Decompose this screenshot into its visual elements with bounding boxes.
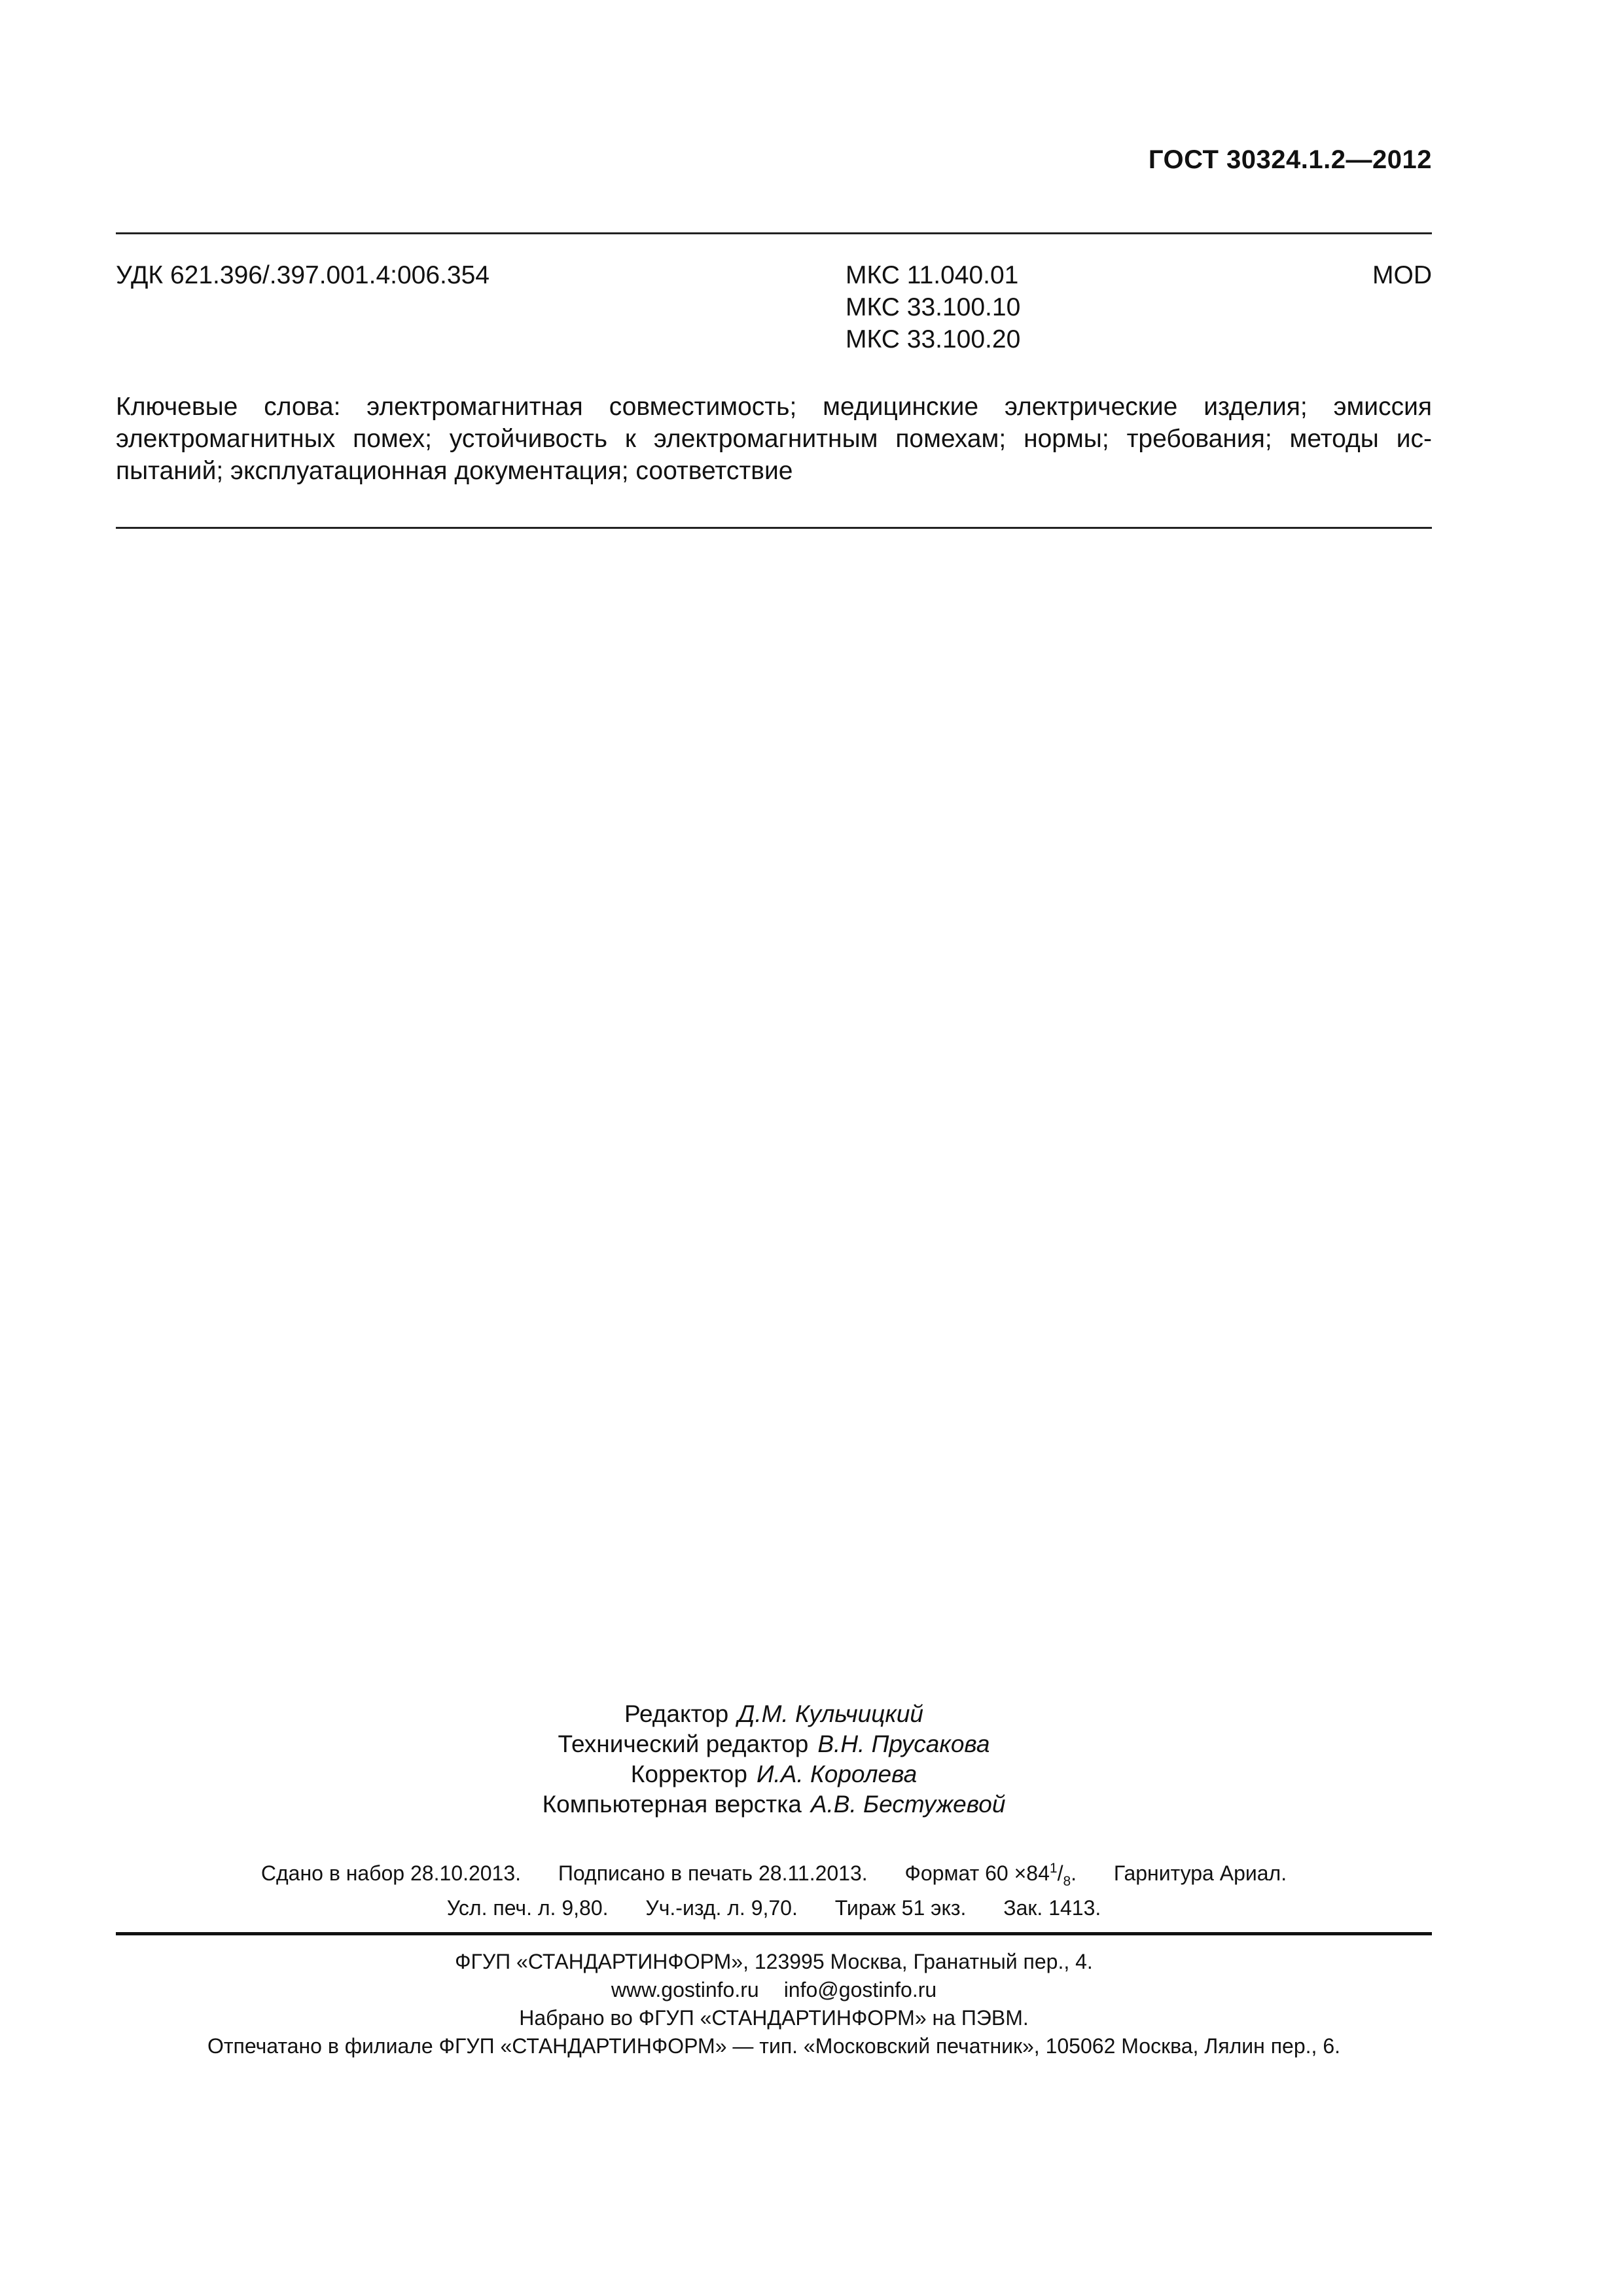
credit-role: Редактор [624, 1700, 729, 1727]
email-link[interactable]: info@gostinfo.ru [783, 1978, 937, 2001]
submitted-date: Сдано в набор 28.10.2013. [260, 1861, 522, 1885]
credit-editor [116, 1699, 1432, 1729]
publisher-block [116, 1948, 1432, 2060]
credit-name: А.В. Бестужевой [810, 1791, 1006, 1818]
order-number: Зак. 1413. [1003, 1896, 1101, 1920]
format-suffix: . [1071, 1861, 1077, 1885]
udc-code: УДК 621.396/.397.001.4:006.354 [116, 261, 490, 289]
mks-code: МКС 11.040.01 [846, 261, 1019, 289]
format-numerator: 1 [1049, 1861, 1058, 1876]
credit-proofreader [116, 1759, 1432, 1789]
mod-label: MOD [1372, 261, 1432, 289]
signed-date: Подписано в печать 28.11.2013. [558, 1861, 868, 1885]
publisher-divider [116, 1932, 1432, 1935]
format-prefix: Формат 60 ×84 [904, 1861, 1050, 1885]
circulation: Тираж 51 экз. [834, 1896, 967, 1920]
keywords-divider [116, 527, 1432, 529]
document-code: ГОСТ 30324.1.2—2012 [1148, 145, 1432, 174]
credit-role: Технический редактор [558, 1731, 809, 1757]
typeface: Гарнитура Ариал. [1113, 1861, 1287, 1885]
typeset-note: Набрано во ФГУП «СТАНДАРТИНФОРМ» на ПЭВМ. [519, 2006, 1029, 2030]
credit-role: Компьютерная верстка [542, 1791, 802, 1818]
format-denominator: 8 [1063, 1874, 1071, 1889]
website-link[interactable]: www.gostinfo.ru [611, 1978, 759, 2001]
publisher-address: ФГУП «СТАНДАРТИНФОРМ», 123995 Москва, Гранатный пер., 4. [455, 1950, 1093, 1973]
print-info-row-1 [116, 1855, 1432, 1895]
credit-layout [116, 1789, 1432, 1820]
credit-role: Корректор [630, 1761, 747, 1787]
mks-codes [846, 259, 1020, 355]
mks-code: МКС 33.100.10 [846, 293, 1021, 321]
keywords-paragraph: Ключевые слова: электромагнитная совместимость; медицинские электрические изделия; эмиссия электромагнитных помех; устойчивость к электромагнитным помехам; нормы; требования; методы испытаний; эксплуатационная документация; соответствие [116, 393, 1432, 485]
publication-sheets: Уч.-изд. л. 9,70. [645, 1896, 798, 1920]
credit-name: И.А. Королева [756, 1761, 918, 1787]
publisher-contacts [116, 1976, 1432, 2004]
credit-name: Д.М. Кульчицкий [738, 1700, 923, 1727]
print-info-block [116, 1855, 1432, 1922]
credit-name: В.Н. Прусакова [817, 1731, 990, 1757]
format-slash: / [1057, 1861, 1063, 1885]
credits-block [116, 1699, 1432, 1820]
paper-format [905, 1855, 1077, 1895]
mks-code: МКС 33.100.20 [846, 325, 1021, 353]
print-sheets: Усл. печ. л. 9,80. [446, 1896, 609, 1920]
top-divider [116, 232, 1432, 234]
print-info-row-2 [116, 1895, 1432, 1922]
credit-tech-editor [116, 1729, 1432, 1759]
printed-note: Отпечатано в филиале ФГУП «СТАНДАРТИНФОРМ» — тип. «Московский печатник», 105062 Москва, Лялин пер., 6. [207, 2034, 1340, 2058]
